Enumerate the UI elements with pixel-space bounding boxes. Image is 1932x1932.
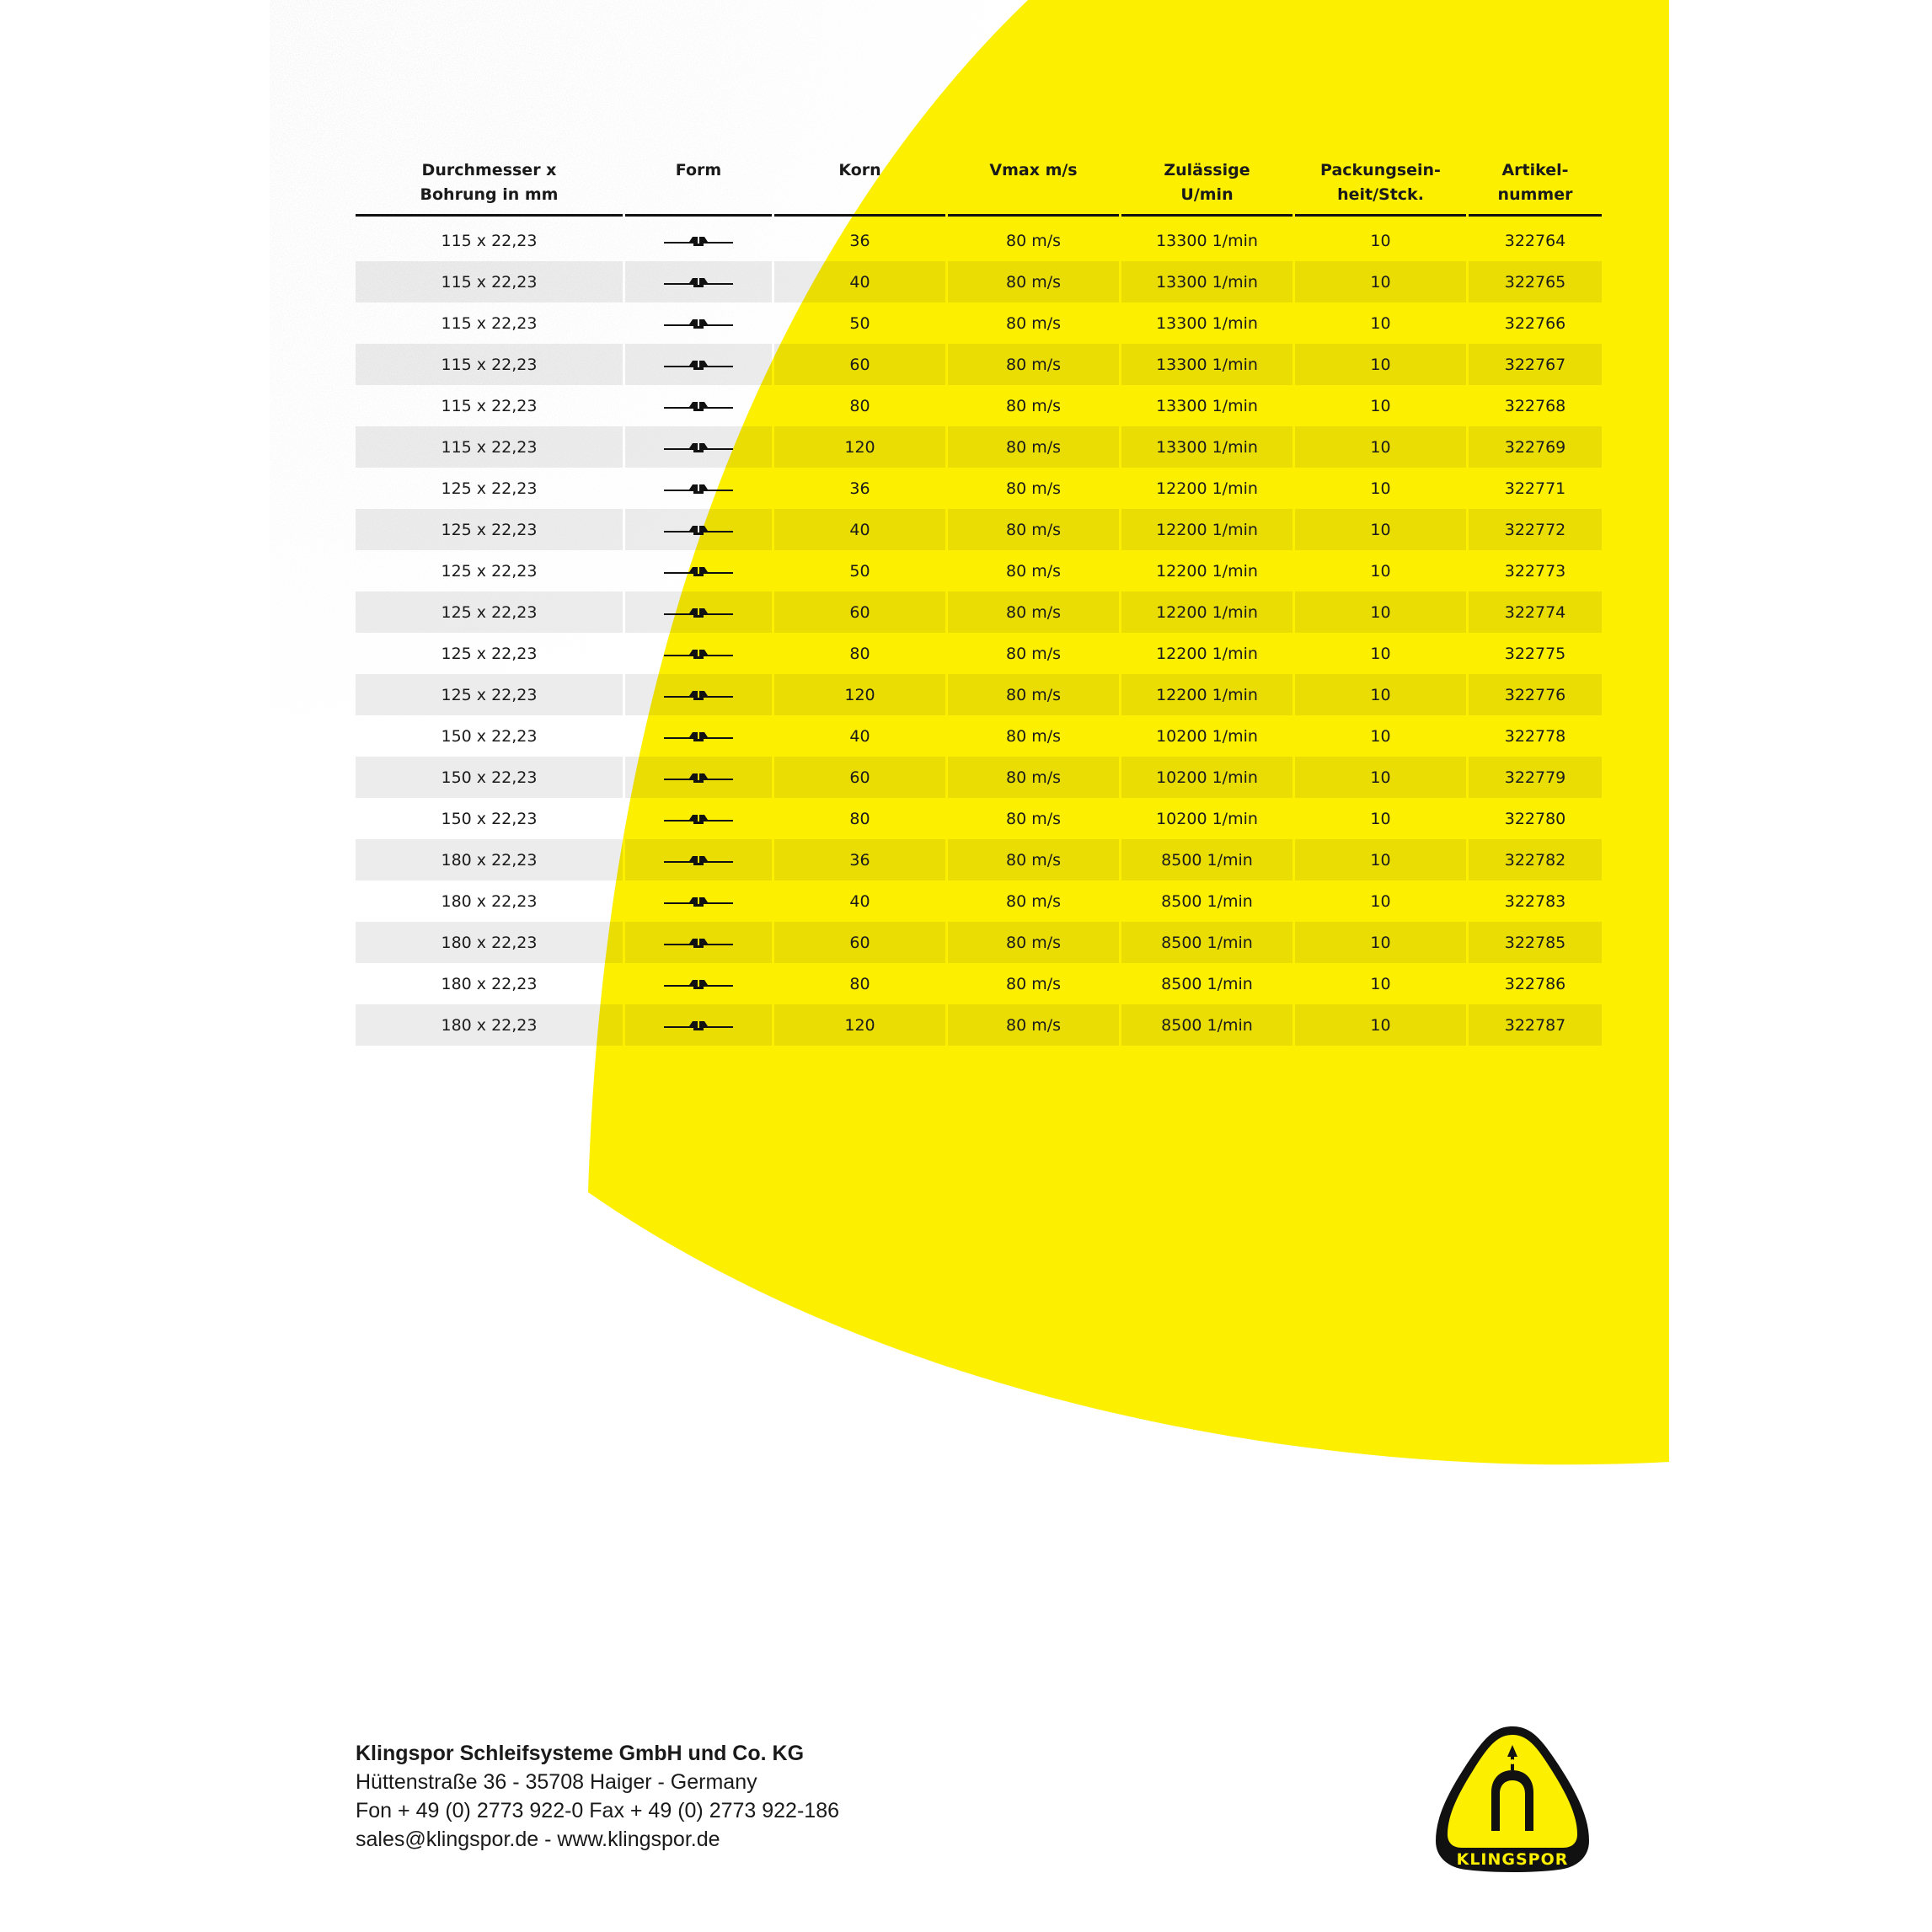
cell-article: 322787 (1469, 1004, 1602, 1046)
header-form-label: Form (675, 161, 722, 179)
cell-article: 322778 (1504, 726, 1566, 746)
cell-vmax: 80 m/s (948, 922, 1119, 963)
header-rpm (1121, 152, 1292, 217)
cell-vmax: 80 m/s (1005, 231, 1062, 250)
cell-pack: 10 (1370, 561, 1391, 581)
cell-pack: 10 (1295, 1004, 1466, 1046)
header-rpm-line1: Zulässige (1164, 161, 1250, 179)
flap-disc-profile-icon (664, 936, 733, 950)
header-diameter-line1: Durchmesser x (421, 161, 557, 179)
footer (356, 1739, 839, 1854)
cell-article: 322786 (1504, 974, 1566, 993)
product-table (356, 152, 1584, 1046)
header-article-line1: Artikel- (1501, 161, 1569, 179)
cell-size: 125 x 22,23 (356, 674, 623, 715)
cell-form (625, 261, 772, 302)
cell-pack: 10 (1370, 231, 1391, 250)
cell-vmax: 80 m/s (1005, 644, 1062, 663)
cell-grit: 40 (774, 509, 945, 550)
cell-size: 150 x 22,23 (441, 809, 538, 828)
cell-article: 322779 (1469, 757, 1602, 798)
cell-grit: 120 (774, 1004, 945, 1046)
cell-form (625, 674, 772, 715)
cell-rpm: 13300 1/min (1156, 396, 1258, 415)
cell-grit: 50 (849, 313, 870, 333)
cell-form (625, 633, 772, 674)
cell-vmax: 80 m/s (1005, 313, 1062, 333)
cell-form (625, 922, 772, 963)
cell-article: 322775 (1504, 644, 1566, 663)
header-form (625, 152, 772, 217)
cell-grit: 40 (774, 261, 945, 302)
cell-rpm: 12200 1/min (1156, 644, 1258, 663)
cell-size: 125 x 22,23 (356, 591, 623, 633)
cell-pack: 10 (1370, 809, 1391, 828)
cell-vmax: 80 m/s (948, 591, 1119, 633)
table-row (356, 757, 1602, 798)
flap-disc-profile-icon (664, 317, 733, 330)
cell-grit: 50 (849, 561, 870, 581)
cell-grit: 120 (774, 426, 945, 468)
flap-disc-profile-icon (664, 276, 733, 289)
flap-disc-profile-icon (664, 647, 733, 661)
cell-rpm: 12200 1/min (1121, 674, 1292, 715)
cell-rpm: 8500 1/min (1161, 974, 1253, 993)
flap-disc-profile-icon (664, 812, 733, 826)
cell-size: 125 x 22,23 (441, 479, 538, 498)
cell-pack: 10 (1370, 313, 1391, 333)
company-phone: Fon + 49 (0) 2773 922-0 Fax + 49 (0) 2773 922-186 (356, 1799, 839, 1822)
table-row (356, 385, 1602, 426)
cell-pack: 10 (1295, 757, 1466, 798)
header-vmax-label: Vmax m/s (989, 161, 1078, 179)
cell-size: 180 x 22,23 (441, 974, 538, 993)
cell-form (625, 509, 772, 550)
header-vmax (948, 152, 1119, 217)
cell-grit: 80 (849, 809, 870, 828)
cell-size: 115 x 22,23 (441, 313, 538, 333)
table-row (356, 261, 1602, 302)
cell-form (625, 839, 772, 880)
company-address: Hüttenstraße 36 - 35708 Haiger - Germany (356, 1770, 757, 1794)
cell-size: 180 x 22,23 (441, 891, 538, 911)
flap-disc-profile-icon (664, 854, 733, 867)
flap-disc-profile-icon (664, 482, 733, 495)
cell-article: 322768 (1504, 396, 1566, 415)
cell-rpm: 8500 1/min (1161, 891, 1253, 911)
cell-article: 322783 (1504, 891, 1566, 911)
cell-form (625, 591, 772, 633)
cell-rpm: 8500 1/min (1121, 922, 1292, 963)
company-name: Klingspor Schleifsysteme GmbH und Co. KG (356, 1742, 805, 1765)
cell-pack: 10 (1370, 479, 1391, 498)
cell-article: 322767 (1469, 344, 1602, 385)
cell-article: 322773 (1504, 561, 1566, 581)
cell-rpm: 8500 1/min (1121, 839, 1292, 880)
cell-grit: 40 (849, 891, 870, 911)
cell-grit: 60 (774, 922, 945, 963)
flap-disc-profile-icon (664, 730, 733, 743)
cell-rpm: 12200 1/min (1121, 509, 1292, 550)
cell-pack: 10 (1295, 839, 1466, 880)
cell-pack: 10 (1295, 591, 1466, 633)
header-pack-line1: Packungsein- (1320, 161, 1441, 179)
header-article (1469, 152, 1602, 217)
cell-grit: 80 (849, 644, 870, 663)
table-row (356, 1004, 1602, 1046)
table-row (356, 302, 1602, 344)
cell-vmax: 80 m/s (948, 261, 1119, 302)
cell-grit: 36 (849, 479, 870, 498)
logo-text: KLINGSPOR (1456, 1850, 1569, 1869)
cell-rpm: 13300 1/min (1121, 344, 1292, 385)
cell-form (625, 385, 772, 426)
cell-form (625, 715, 772, 757)
table-row (356, 550, 1602, 591)
cell-rpm: 10200 1/min (1121, 757, 1292, 798)
cell-grit: 60 (774, 757, 945, 798)
cell-grit: 120 (774, 674, 945, 715)
cell-vmax: 80 m/s (1005, 561, 1062, 581)
cell-form (625, 344, 772, 385)
table-row (356, 880, 1602, 922)
cell-size: 180 x 22,23 (356, 839, 623, 880)
flap-disc-profile-icon (664, 895, 733, 908)
cell-article: 322764 (1504, 231, 1566, 250)
cell-form (625, 963, 772, 1004)
header-diameter (356, 152, 623, 217)
cell-size: 125 x 22,23 (441, 644, 538, 663)
cell-grit: 60 (774, 344, 945, 385)
flap-disc-profile-icon (664, 606, 733, 619)
cell-grit: 80 (849, 974, 870, 993)
page (270, 0, 1669, 1932)
cell-size: 115 x 22,23 (441, 231, 538, 250)
table-row (356, 426, 1602, 468)
cell-vmax: 80 m/s (948, 509, 1119, 550)
cell-rpm: 13300 1/min (1121, 426, 1292, 468)
cell-form (625, 1004, 772, 1046)
cell-pack: 10 (1370, 974, 1391, 993)
cell-size: 115 x 22,23 (356, 344, 623, 385)
cell-article: 322776 (1469, 674, 1602, 715)
cell-pack: 10 (1370, 396, 1391, 415)
table-row (356, 839, 1602, 880)
cell-grit: 36 (774, 839, 945, 880)
flap-disc-profile-icon (664, 358, 733, 372)
flap-disc-profile-icon (664, 234, 733, 248)
flap-disc-profile-icon (664, 523, 733, 537)
cell-vmax: 80 m/s (1005, 726, 1062, 746)
cell-form (625, 302, 772, 344)
table-row (356, 509, 1602, 550)
cell-rpm: 12200 1/min (1121, 591, 1292, 633)
cell-form (625, 550, 772, 591)
table-row (356, 220, 1602, 261)
cell-grit: 36 (849, 231, 870, 250)
table-row (356, 591, 1602, 633)
cell-rpm: 8500 1/min (1121, 1004, 1292, 1046)
cell-pack: 10 (1370, 726, 1391, 746)
table-row (356, 715, 1602, 757)
cell-vmax: 80 m/s (948, 344, 1119, 385)
cell-pack: 10 (1295, 922, 1466, 963)
cell-vmax: 80 m/s (1005, 396, 1062, 415)
flap-disc-profile-icon (664, 688, 733, 702)
flap-disc-profile-icon (664, 399, 733, 413)
cell-size: 125 x 22,23 (441, 561, 538, 581)
header-grit-label: Korn (838, 161, 881, 179)
cell-pack: 10 (1295, 674, 1466, 715)
table-row (356, 798, 1602, 839)
cell-grit: 60 (774, 591, 945, 633)
cell-vmax: 80 m/s (948, 1004, 1119, 1046)
cell-size: 180 x 22,23 (356, 1004, 623, 1046)
cell-form (625, 798, 772, 839)
cell-pack: 10 (1295, 344, 1466, 385)
header-diameter-line2: Bohrung in mm (420, 185, 559, 204)
cell-form (625, 220, 772, 261)
table-row (356, 344, 1602, 385)
cell-size: 180 x 22,23 (356, 922, 623, 963)
table-body (356, 220, 1602, 1046)
header-pack-line2: heit/Stck. (1337, 185, 1424, 204)
flap-disc-profile-icon (664, 1019, 733, 1032)
cell-size: 115 x 22,23 (356, 261, 623, 302)
cell-form (625, 880, 772, 922)
cell-article: 322769 (1469, 426, 1602, 468)
cell-article: 322766 (1504, 313, 1566, 333)
flap-disc-profile-icon (664, 565, 733, 578)
cell-rpm: 13300 1/min (1121, 261, 1292, 302)
cell-size: 125 x 22,23 (356, 509, 623, 550)
cell-grit: 80 (849, 396, 870, 415)
cell-rpm: 13300 1/min (1156, 231, 1258, 250)
flap-disc-profile-icon (664, 441, 733, 454)
header-pack (1295, 152, 1466, 217)
cell-form (625, 426, 772, 468)
cell-rpm: 10200 1/min (1156, 726, 1258, 746)
cell-vmax: 80 m/s (1005, 974, 1062, 993)
cell-pack: 10 (1370, 644, 1391, 663)
cell-pack: 10 (1295, 426, 1466, 468)
cell-article: 322765 (1469, 261, 1602, 302)
cell-rpm: 13300 1/min (1156, 313, 1258, 333)
header-article-line2: nummer (1497, 185, 1573, 204)
header-rpm-line2: U/min (1180, 185, 1234, 204)
table-row (356, 922, 1602, 963)
cell-size: 150 x 22,23 (441, 726, 538, 746)
cell-vmax: 80 m/s (1005, 479, 1062, 498)
cell-article: 322782 (1469, 839, 1602, 880)
header-grit (774, 152, 945, 217)
cell-vmax: 80 m/s (1005, 891, 1062, 911)
table-row (356, 963, 1602, 1004)
cell-vmax: 80 m/s (948, 674, 1119, 715)
flap-disc-profile-icon (664, 771, 733, 784)
cell-pack: 10 (1295, 261, 1466, 302)
company-contact[interactable]: sales@klingspor.de - www.klingspor.de (356, 1828, 720, 1851)
cell-vmax: 80 m/s (948, 757, 1119, 798)
table-header-row (356, 152, 1602, 217)
cell-article: 322771 (1504, 479, 1566, 498)
cell-pack: 10 (1295, 509, 1466, 550)
cell-vmax: 80 m/s (948, 839, 1119, 880)
cell-article: 322785 (1469, 922, 1602, 963)
table-row (356, 674, 1602, 715)
flap-disc-profile-icon (664, 977, 733, 991)
cell-pack: 10 (1370, 891, 1391, 911)
cell-vmax: 80 m/s (948, 426, 1119, 468)
cell-size: 150 x 22,23 (356, 757, 623, 798)
klingspor-logo-icon (1432, 1723, 1592, 1875)
cell-size: 115 x 22,23 (441, 396, 538, 415)
cell-form (625, 757, 772, 798)
table-row (356, 468, 1602, 509)
cell-grit: 40 (849, 726, 870, 746)
cell-rpm: 12200 1/min (1156, 479, 1258, 498)
cell-article: 322774 (1469, 591, 1602, 633)
table-row (356, 633, 1602, 674)
cell-article: 322780 (1504, 809, 1566, 828)
cell-form (625, 468, 772, 509)
cell-rpm: 12200 1/min (1156, 561, 1258, 581)
cell-size: 115 x 22,23 (356, 426, 623, 468)
cell-rpm: 10200 1/min (1156, 809, 1258, 828)
cell-article: 322772 (1469, 509, 1602, 550)
cell-vmax: 80 m/s (1005, 809, 1062, 828)
